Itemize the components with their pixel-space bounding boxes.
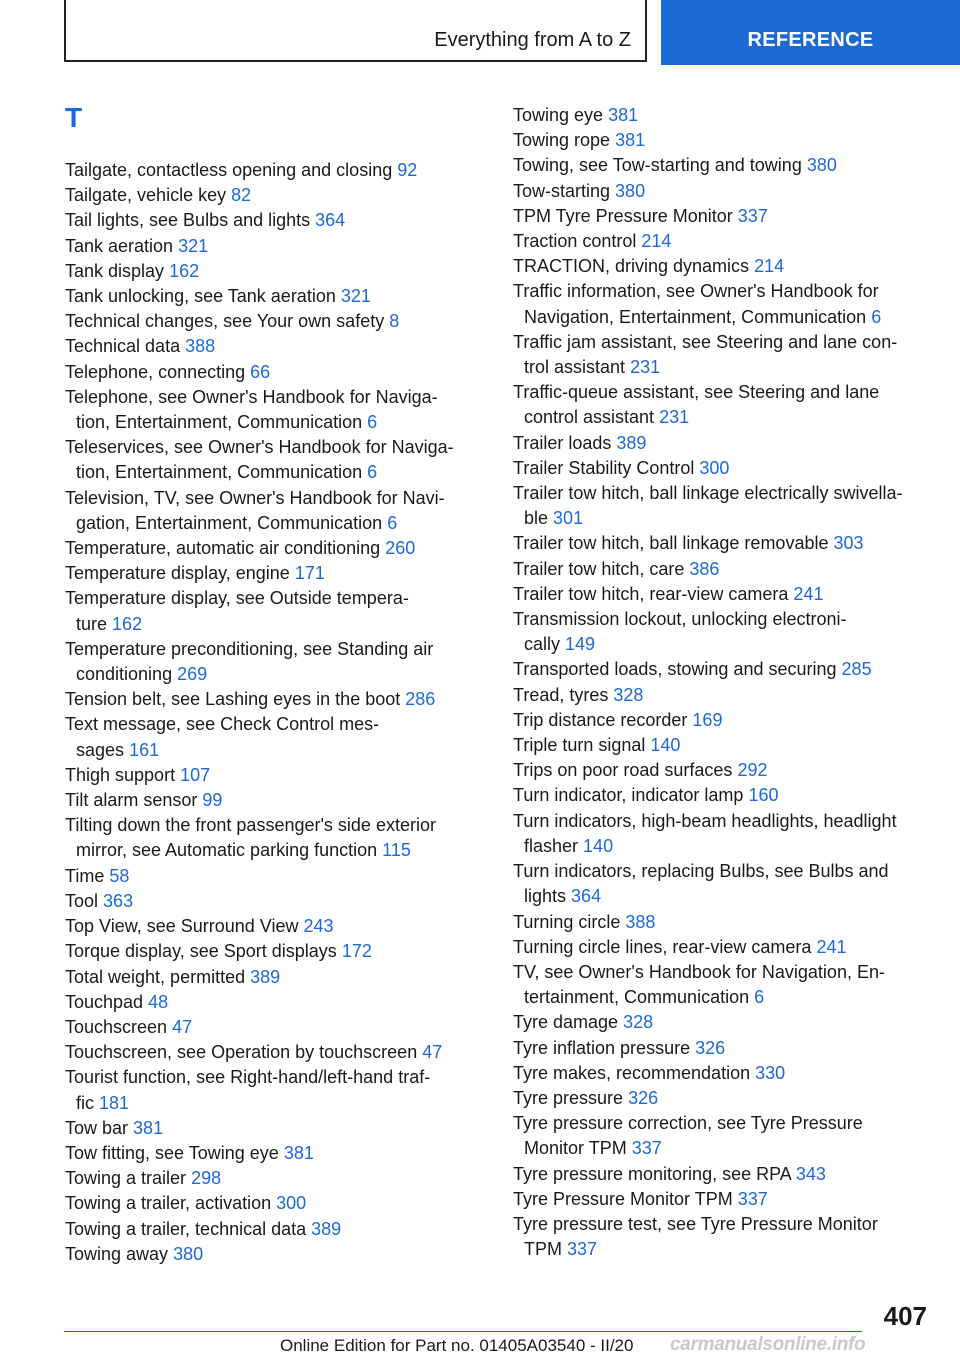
page-reference-link[interactable]: 326 [628,1087,659,1108]
index-entry-text: Time [65,865,105,886]
page-reference-link[interactable]: 364 [315,210,346,231]
index-entry [65,1191,485,1216]
index-entry [513,657,933,682]
index-entry-text: Top View, see Surround View [65,916,299,937]
index-entry [513,809,933,859]
page-reference-link[interactable]: 231 [659,407,690,428]
index-entry-text: flasher [524,835,579,856]
index-entry [513,1036,933,1061]
index-entry-text: Triple turn signal [513,735,646,756]
page-reference-link[interactable]: 241 [816,936,847,957]
index-entry [513,1187,933,1212]
index-entry [65,1065,485,1115]
index-entry-text: Tension belt, see Lashing eyes in the boot [65,689,401,710]
index-entry [513,481,933,531]
index-entry-text: Transmission lockout, unlocking electroni- [513,609,847,630]
page-reference-link[interactable]: 99 [202,790,223,811]
index-entry-text: TRACTION, driving dynamics [513,256,750,277]
index-entry-text: Thigh support [65,764,176,785]
index-entry [65,1116,485,1141]
index-entry [65,637,485,687]
index-entry-text: Television, TV, see Owner's Handbook for Navi- [65,487,445,508]
page-reference-link[interactable]: 364 [571,886,602,907]
index-entry [65,183,485,208]
page-reference-link[interactable]: 260 [385,538,416,559]
index-entry-text: Tank unlocking, see Tank aeration [65,286,336,307]
index-entry [513,1010,933,1035]
page-reference-link[interactable]: 231 [630,357,661,378]
page-reference-link[interactable]: 292 [737,760,768,781]
index-entry [65,712,485,762]
index-entry-text: Trailer tow hitch, ball linkage removable [513,533,829,554]
page-reference-link[interactable]: 149 [565,634,596,655]
index-entry [513,1162,933,1187]
index-entry [65,889,485,914]
index-entry [65,939,485,964]
index-entry-text: Touchscreen [65,1016,168,1037]
page-reference-link[interactable]: 243 [303,916,334,937]
index-entry [513,859,933,909]
page-reference-link[interactable]: 241 [793,583,824,604]
index-entry [65,586,485,636]
index-entry-text: Tyre pressure correction, see Tyre Pressure [513,1113,863,1134]
index-entry [65,234,485,259]
index-entry-text: Towing, see Tow-starting and towing [513,155,802,176]
page-reference-link[interactable]: 298 [191,1168,222,1189]
index-entry-text: Torque display, see Sport displays [65,941,337,962]
index-entry-text: Touchpad [65,991,144,1012]
index-entry [513,708,933,733]
page-reference-link[interactable]: 337 [737,1188,768,1209]
page-reference-link[interactable]: 285 [841,659,872,680]
index-entry-text: Tread, tyres [513,684,609,705]
page-reference-link[interactable]: 301 [553,508,584,529]
index-entry [65,561,485,586]
index-entry-text: Touchscreen, see Operation by touchscreen [65,1042,418,1063]
page-reference-link[interactable]: 337 [631,1138,662,1159]
page-reference-link[interactable]: 363 [103,890,134,911]
index-entry-text: Tyre pressure monitoring, see RPA [513,1163,791,1184]
page-reference-link[interactable]: 6 [387,512,398,533]
page-reference-link[interactable]: 381 [608,105,639,125]
page-reference-link[interactable]: 58 [109,865,130,886]
index-entry-text: Towing eye [513,105,604,125]
page-reference-link[interactable]: 380 [173,1243,204,1264]
index-entry-text: Tourist function, see Right-hand/left-hand traf- [65,1067,431,1088]
index-entry [65,1040,485,1065]
index-entry-text: tertainment, Communication [524,987,750,1008]
index-entry-text: Turn indicators, high-beam headlights, headlight [513,810,897,831]
index-entry-text: Teleservices, see Owner's Handbook for Naviga- [65,437,454,458]
page-reference-link[interactable]: 303 [833,533,864,554]
index-entry-text: fic [76,1092,94,1113]
index-entry-text: Tilting down the front passenger's side exterior [65,815,436,836]
index-entry [513,204,933,229]
page-reference-link[interactable]: 171 [294,563,325,584]
index-entry-text: Tailgate, contactless opening and closing [65,160,393,180]
index-entry-text: Tilt alarm sensor [65,790,198,811]
index-entry [513,1086,933,1111]
page-reference-link[interactable]: 6 [367,412,378,433]
index-entry [513,1212,933,1262]
page-reference-link[interactable]: 328 [623,1012,654,1033]
index-entry-text: Turn indicators, replacing Bulbs, see Bulbs and [513,861,889,882]
index-entry-text: TPM [524,1239,562,1260]
page-reference-link[interactable]: 300 [699,457,730,478]
watermark-logo: carmanualsonline.info [670,1334,866,1355]
page-reference-link[interactable]: 269 [177,664,208,685]
page-reference-link[interactable]: 92 [397,160,418,180]
index-entry [65,385,485,435]
page-reference-link[interactable]: 388 [625,911,656,932]
index-entry-text: Tank aeration [65,235,174,256]
index-entry-text: Trailer tow hitch, care [513,558,685,579]
index-entry [65,965,485,990]
index-entry-text: Turning circle lines, rear-view camera [513,936,812,957]
index-entry [513,254,933,279]
index-column-left [65,158,485,1267]
index-entry-text: Tyre inflation pressure [513,1037,691,1058]
index-entry-text: Telephone, connecting [65,361,246,382]
index-entry-text: Text message, see Check Control mes- [65,714,380,735]
page-number: 407 [883,1301,927,1331]
index-entry [65,813,485,863]
page-reference-link[interactable]: 161 [129,739,160,760]
page-reference-link[interactable]: 6 [871,306,882,327]
index-entry [65,309,485,334]
page-reference-link[interactable]: 328 [613,684,644,705]
index-entry [513,279,933,329]
index-entry [513,758,933,783]
index-entry-text: Tow bar [65,1117,129,1138]
index-entry [513,683,933,708]
index-entry-text: Towing a trailer [65,1168,187,1189]
index-entry-text: Tyre pressure [513,1087,624,1108]
index-entry-text: control assistant [524,407,655,428]
index-entry [513,531,933,556]
page-reference-link[interactable]: 6 [367,462,378,483]
page-reference-link[interactable]: 321 [178,235,209,256]
index-entry-text: Tool [65,890,99,911]
index-entry [65,259,485,284]
index-entry [65,1217,485,1242]
index-entry [65,334,485,359]
index-entry-text: tion, Entertainment, Communication [76,462,363,483]
index-entry [513,1061,933,1086]
page-reference-link[interactable]: 107 [180,764,211,785]
page-reference-link[interactable]: 47 [422,1042,443,1063]
index-entry-text: Tow-starting [513,180,611,201]
page-reference-link[interactable]: 380 [615,180,646,201]
index-entry [513,910,933,935]
page-reference-link[interactable]: 214 [641,231,672,252]
page-reference-link[interactable]: 66 [250,361,271,382]
index-entry [65,990,485,1015]
index-entry-text: lights [524,886,567,907]
index-entry-text: cally [524,634,561,655]
index-entry-text: Trailer tow hitch, ball linkage electrically swivella- [513,483,903,504]
page-reference-link[interactable]: 326 [695,1037,726,1058]
page-reference-link[interactable]: 169 [692,709,723,730]
index-entry-text: Tyre pressure test, see Tyre Pressure Monitor [513,1213,878,1234]
index-entry [513,153,933,178]
running-header-title: Everything from A to Z [434,29,631,51]
index-entry-text: gation, Entertainment, Communication [76,512,383,533]
index-entry [513,103,933,128]
index-entry-text: Traffic information, see Owner's Handbook for [513,281,879,302]
index-entry-text: Tyre Pressure Monitor TPM [513,1188,733,1209]
page-reference-link[interactable]: 300 [276,1193,307,1214]
index-entry-text: Temperature, automatic air conditioning [65,538,381,559]
page-reference-link[interactable]: 162 [169,260,200,281]
section-tab-label: REFERENCE [747,29,874,51]
page-reference-link[interactable]: 181 [99,1092,130,1113]
index-entry-text: Temperature display, see Outside tempera- [65,588,409,609]
index-column-right [513,103,933,1262]
index-entry-text: Towing rope [513,130,611,151]
index-entry-text: Trips on poor road surfaces [513,760,733,781]
index-entry-text: Traffic jam assistant, see Steering and lane con- [513,331,898,352]
index-entry [513,935,933,960]
edition-note: Online Edition for Part no. 01405A03540 - II/20 [280,1336,634,1355]
index-entry-text: Technical changes, see Your own safety [65,311,385,332]
page-reference-link[interactable]: 380 [806,155,837,176]
page-reference-link[interactable]: 82 [231,185,252,206]
index-entry [513,179,933,204]
index-entry [513,960,933,1010]
page-reference-link[interactable]: 160 [748,785,779,806]
footer-rule [64,1331,862,1332]
index-entry [65,687,485,712]
page-reference-link[interactable]: 386 [689,558,720,579]
page-reference-link[interactable]: 172 [341,941,372,962]
index-entry-text: ble [524,508,549,529]
index-entry-text: TV, see Owner's Handbook for Navigation, En- [513,961,885,982]
index-entry [65,1166,485,1191]
index-entry-text: tion, Entertainment, Communication [76,412,363,433]
index-entry [65,1141,485,1166]
index-entry [65,914,485,939]
index-entry [65,158,485,183]
index-entry-text: Trailer Stability Control [513,457,695,478]
index-entry-text: Traffic-queue assistant, see Steering and lane [513,382,880,403]
index-entry-text: Monitor TPM [524,1138,627,1159]
index-entry-text: conditioning [76,664,173,685]
index-entry-text: ture [76,613,108,634]
index-entry-text: sages [76,739,125,760]
index-entry [65,864,485,889]
page-reference-link[interactable]: 162 [112,613,143,634]
page-reference-link[interactable]: 381 [133,1117,164,1138]
index-entry-text: Total weight, permitted [65,966,246,987]
header-title-box [64,0,647,62]
index-entry-text: Trip distance recorder [513,709,688,730]
index-entry [513,1111,933,1161]
index-entry-text: Tyre damage [513,1012,619,1033]
page-reference-link[interactable]: 115 [382,840,411,861]
index-entry-text: Tail lights, see Bulbs and lights [65,210,311,231]
index-entry-text: Towing a trailer, technical data [65,1218,307,1239]
index-entry [513,783,933,808]
index-entry-text: mirror, see Automatic parking function [76,840,378,861]
index-entry [513,733,933,758]
index-entry [65,486,485,536]
index-entry [513,456,933,481]
page-reference-link[interactable]: 381 [283,1142,314,1163]
index-entry-text: Technical data [65,336,181,357]
page-reference-link[interactable]: 389 [311,1218,342,1239]
index-entry-text: Transported loads, stowing and securing [513,659,837,680]
index-entry-text: trol assistant [524,357,626,378]
index-entry [65,435,485,485]
index-entry [65,788,485,813]
index-entry [513,607,933,657]
page-reference-link[interactable]: 337 [737,205,768,226]
index-entry-text: Trailer loads [513,432,612,453]
index-entry [513,330,933,380]
index-entry [513,582,933,607]
page-reference-link[interactable]: 330 [755,1062,786,1083]
index-entry [65,1015,485,1040]
index-letter-heading: T [65,102,83,133]
index-entry [513,557,933,582]
page-reference-link[interactable]: 8 [389,311,400,332]
index-entry [65,284,485,309]
section-tab [661,0,960,65]
index-entry [513,380,933,430]
index-entry [513,229,933,254]
page-reference-link[interactable]: 140 [650,735,681,756]
page-reference-link[interactable]: 48 [148,991,169,1012]
page-reference-link[interactable]: 389 [250,966,281,987]
index-entry-text: Tyre makes, recommendation [513,1062,751,1083]
page-reference-link[interactable]: 337 [567,1239,598,1260]
index-entry [65,208,485,233]
index-entry-text: Turning circle [513,911,621,932]
page-reference-link[interactable]: 381 [615,130,646,151]
page-reference-link[interactable]: 321 [340,286,371,307]
index-entry-text: Turn indicator, indicator lamp [513,785,744,806]
index-entry-text: TPM Tyre Pressure Monitor [513,205,733,226]
index-entry [65,360,485,385]
page-reference-link[interactable]: 140 [583,835,614,856]
index-entry-text: Temperature display, engine [65,563,290,584]
index-entry-text: Towing away [65,1243,169,1264]
page-reference-link[interactable]: 214 [754,256,785,277]
page-reference-link[interactable]: 47 [172,1016,193,1037]
index-entry [513,431,933,456]
page-reference-link[interactable]: 6 [754,987,765,1008]
page-reference-link[interactable]: 389 [616,432,647,453]
index-entry-text: Trailer tow hitch, rear-view camera [513,583,789,604]
index-entry-text: Navigation, Entertainment, Communication [524,306,867,327]
index-entry-text: Tailgate, vehicle key [65,185,227,206]
index-entry-text: Towing a trailer, activation [65,1193,272,1214]
index-entry [65,763,485,788]
page-reference-link[interactable]: 388 [185,336,216,357]
index-entry-text: Tow fitting, see Towing eye [65,1142,279,1163]
index-entry-text: Telephone, see Owner's Handbook for Naviga- [65,386,438,407]
page-reference-link[interactable]: 286 [405,689,436,710]
index-entry-text: Temperature preconditioning, see Standing air [65,638,434,659]
index-entry [65,1242,485,1267]
index-entry [513,128,933,153]
index-entry [65,536,485,561]
index-entry-text: Tank display [65,260,165,281]
page-reference-link[interactable]: 343 [795,1163,826,1184]
index-entry-text: Traction control [513,231,637,252]
